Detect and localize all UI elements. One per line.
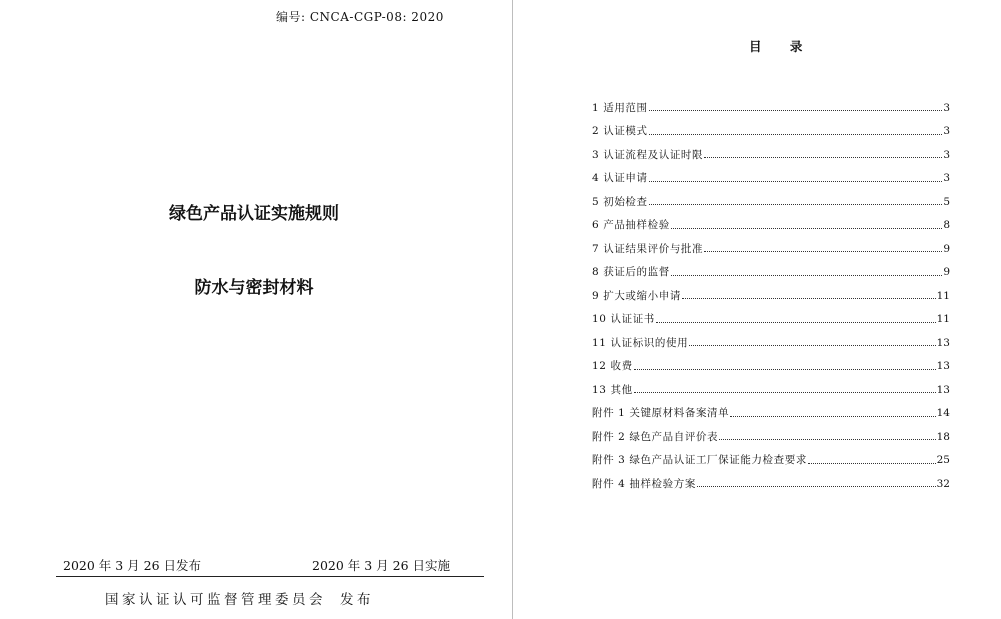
- toc-entry-page: 25: [936, 454, 950, 466]
- toc-entry[interactable]: [592, 284, 950, 308]
- issuer-line: [105, 588, 374, 608]
- toc-entry-label: 9 扩大或缩小申请: [592, 289, 681, 302]
- toc-leader-dots: [704, 251, 942, 252]
- toc-entry-label: 11 认证标识的使用: [592, 336, 689, 349]
- toc-entry-label: 5 初始检查: [592, 195, 648, 208]
- toc-leader-dots: [719, 439, 935, 440]
- toc-entry-label: 10 认证证书: [592, 313, 655, 325]
- toc-leader-dots: [649, 204, 943, 205]
- toc-entry-label: 7 认证结果评价与批准: [592, 242, 704, 255]
- toc-entry[interactable]: [592, 120, 950, 144]
- toc-entry-page: 13: [936, 383, 950, 396]
- toc-leader-dots: [671, 275, 942, 276]
- issuer-name: 国家认证认可监督管理委员会: [105, 592, 326, 608]
- toc-entry[interactable]: [592, 472, 950, 496]
- toc-entry[interactable]: [592, 449, 950, 473]
- toc-entry[interactable]: [592, 378, 950, 402]
- implement-date: 2020 年 3 月 26 日实施: [312, 558, 451, 573]
- toc-entry-label: 3 认证流程及认证时限: [592, 148, 704, 161]
- toc-entry-label: 附件 4 抽样检验方案: [592, 477, 696, 490]
- toc-entry-label: 1 适用范围: [592, 101, 648, 114]
- toc-entry[interactable]: [592, 308, 950, 332]
- toc-entry-page: 3: [943, 172, 950, 184]
- toc-leader-dots: [671, 228, 942, 229]
- toc-leader-dots: [649, 181, 943, 182]
- toc-entry[interactable]: [592, 96, 950, 120]
- toc-leader-dots: [730, 416, 935, 417]
- toc-entry[interactable]: [592, 190, 950, 214]
- document-title: 绿色产品认证实施规则: [169, 204, 339, 224]
- toc-entry[interactable]: [592, 214, 950, 238]
- toc-leader-dots: [682, 298, 936, 299]
- toc-leader-dots: [649, 134, 943, 135]
- toc-leader-dots: [689, 345, 935, 346]
- toc-entry[interactable]: [592, 167, 950, 191]
- toc-leader-dots: [808, 463, 936, 464]
- toc-entry-page: 11: [936, 313, 950, 325]
- toc-entry-page: 9: [943, 242, 950, 255]
- toc-entry[interactable]: [592, 425, 950, 449]
- issuer-action: 发布: [340, 592, 374, 608]
- toc-heading: 目 录: [749, 39, 815, 54]
- toc-entry-page: 5: [943, 195, 950, 208]
- toc-entry-page: 3: [943, 101, 950, 114]
- toc-entry-label: 2 认证模式: [592, 125, 648, 137]
- toc-entry-page: 18: [936, 430, 950, 443]
- toc-entry-page: 13: [936, 360, 950, 372]
- toc-entry-page: 32: [936, 477, 950, 490]
- toc-entry[interactable]: [592, 331, 950, 355]
- toc-leader-dots: [704, 157, 942, 158]
- toc-leader-dots: [697, 486, 936, 487]
- publish-date: 2020 年 3 月 26 日发布: [63, 558, 202, 573]
- cover-divider: [56, 576, 484, 577]
- toc-entry-page: 8: [943, 219, 950, 231]
- toc-leader-dots: [634, 369, 936, 370]
- toc-entry-page: 3: [943, 125, 950, 137]
- toc-leader-dots: [656, 322, 936, 323]
- toc-entry[interactable]: [592, 355, 950, 379]
- toc-entry-page: 3: [943, 148, 950, 161]
- toc-entry-label: 附件 3 绿色产品认证工厂保证能力检查要求: [592, 454, 807, 466]
- toc-entry-label: 12 收费: [592, 360, 633, 372]
- toc-entry[interactable]: [592, 261, 950, 285]
- toc-entry-label: 8 获证后的监督: [592, 266, 670, 278]
- toc-entry-page: 13: [936, 336, 950, 349]
- toc-leader-dots: [649, 110, 943, 111]
- toc-leader-dots: [634, 392, 936, 393]
- toc-entry-label: 6 产品抽样检验: [592, 219, 670, 231]
- toc-entry-label: 附件 1 关键原材料备案清单: [592, 407, 730, 419]
- toc-entry-label: 附件 2 绿色产品自评价表: [592, 430, 719, 443]
- table-of-contents: [592, 96, 950, 496]
- document-subtitle: 防水与密封材料: [194, 278, 314, 298]
- toc-entry-page: 9: [943, 266, 950, 278]
- toc-entry-page: 11: [936, 289, 950, 302]
- toc-entry[interactable]: [592, 402, 950, 426]
- toc-entry[interactable]: [592, 143, 950, 167]
- toc-entry-label: 13 其他: [592, 383, 633, 396]
- toc-entry[interactable]: [592, 237, 950, 261]
- toc-entry-page: 14: [936, 407, 950, 419]
- document-number: 编号: CNCA-CGP-08: 2020: [276, 10, 444, 24]
- toc-entry-label: 4 认证申请: [592, 172, 648, 184]
